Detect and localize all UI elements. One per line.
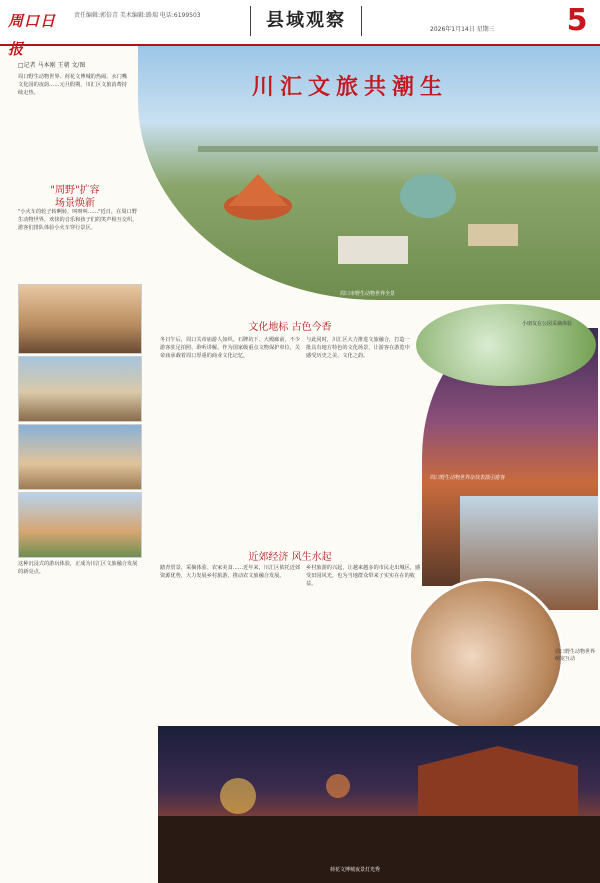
night-illustration bbox=[158, 726, 600, 883]
photo-street bbox=[18, 424, 142, 490]
heading-culture: 文化地标 古色今香 bbox=[248, 322, 332, 333]
caption-picking: 小朋友在公园采摘体验 bbox=[522, 321, 573, 327]
photo-children bbox=[408, 578, 564, 734]
caption-night: 荷花文博城夜景灯光秀 bbox=[330, 867, 381, 873]
byline: □记者 马本刚 王朝 文/图 bbox=[18, 62, 86, 69]
caption-acrobatics: 周口野生动物世界杂技表演引游客 bbox=[430, 475, 506, 481]
newspaper-logo: 周口日报 bbox=[8, 12, 57, 58]
lead-text: 周口野生动物世界、荷花文博城的热闹、水门嘴文化园的夜韵……元旦假期，川汇区文旅消费持续走热。 bbox=[18, 74, 127, 96]
middle-col-c: 踏青赏景、采摘体验、农家美食……近年来，川汇区依托近郊资源优势，大力发展乡村旅游，推动农文旅融合发展。 bbox=[160, 565, 301, 579]
left-para-2: 这种沉浸式的游玩体验，正成为川汇区文旅融合发展的新亮点。 bbox=[18, 561, 138, 575]
page-number: 5 bbox=[566, 3, 588, 38]
section-title: 县域观察 bbox=[250, 6, 362, 36]
heading-suburban: 近郊经济 风生水起 bbox=[248, 552, 332, 563]
middle-col-b: 与此同时，川汇区大力推进文旅融合，打造一批具有地方特色的文化场景，让游客在游览中感受历史之美、文化之韵。 bbox=[306, 337, 410, 359]
photo-crowd bbox=[18, 492, 142, 558]
editors-line: 责任编辑:郭倍青 美术编辑:路瑞 电话:6199503 bbox=[74, 12, 201, 19]
middle-col-d: 乡村旅游的兴起，让越来越多的市民走出城区，感受田园风光，也为当地群众带来了实实在在的收益。 bbox=[306, 565, 421, 587]
lead-block bbox=[18, 62, 130, 97]
left-para-1: "小火车的轮子转啊转，叫呀叫……"近日，在周口野生动物世界，欢快的音乐和孩子们的笑声相互交织，游客们排队体验小火车穿行景区。 bbox=[18, 209, 138, 231]
photo-picking bbox=[416, 304, 596, 386]
left-subhead: "周野"扩容 场景焕新 bbox=[50, 185, 100, 209]
issue-date: 2026年1月14日 星期三 bbox=[430, 26, 495, 33]
hero-title: 川汇文旅共潮生 bbox=[252, 74, 449, 100]
caption-children: 周口野生动物世界萌宠互动 bbox=[555, 649, 596, 662]
photo-train bbox=[18, 284, 142, 354]
photo-pavilion bbox=[18, 356, 142, 422]
middle-col-a: 冬日午后，周口关帝庙游人如织。石牌坊下、大殿廊前，不少游客驻足拍照、聆听讲解。作为国家级重点文物保护单位，关帝庙承载着周口厚重的商业文化记忆。 bbox=[160, 337, 301, 359]
photo-night-show bbox=[158, 726, 600, 883]
hero-credit: 周口市野生动物世界全景 bbox=[340, 291, 396, 297]
editors-info bbox=[74, 10, 201, 21]
